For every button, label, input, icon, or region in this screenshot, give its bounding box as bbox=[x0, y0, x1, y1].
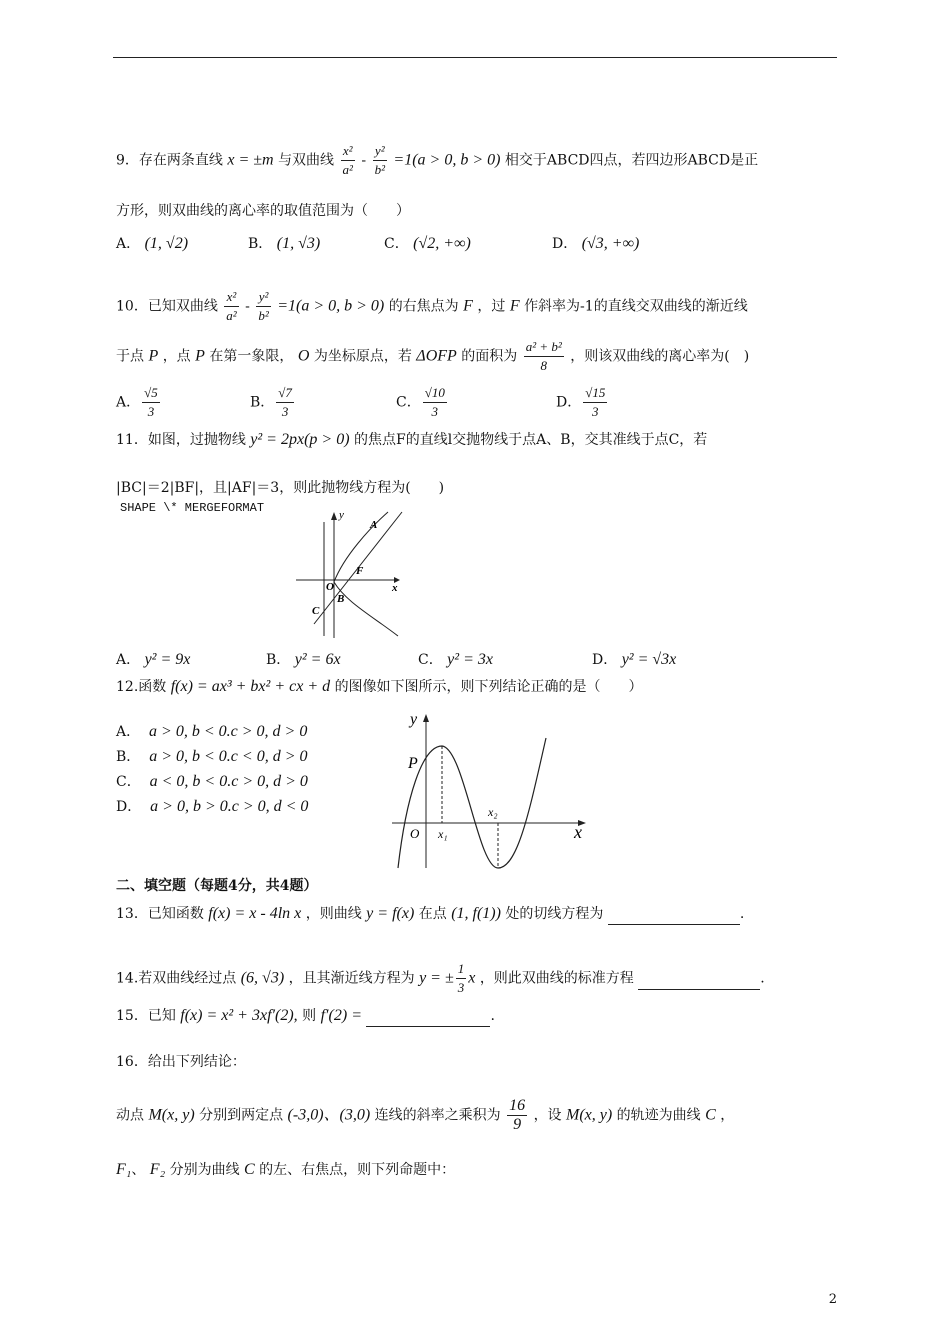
q10-text-e: 于点 bbox=[116, 348, 144, 365]
q14-asym-prefix: y = ± bbox=[419, 969, 454, 987]
q14-answer-blank[interactable] bbox=[638, 969, 760, 990]
q10-minus: - bbox=[245, 298, 250, 315]
page-number: 2 bbox=[828, 1292, 837, 1307]
q10-text-j: ，则该双曲线的离心率为( ) bbox=[570, 348, 750, 365]
q12-fig-y-label: y bbox=[410, 711, 418, 728]
q13-text-c: 在点 bbox=[418, 906, 447, 922]
q9-frac-x: $\frac{\text{x²}}{\text{a²}}$ bbox=[342, 143, 353, 177]
q11-parabola-eq: y² = 2px(p > 0) bbox=[250, 431, 350, 448]
q16-text-h: 的左、右焦点，则下列命题中： bbox=[259, 1162, 456, 1178]
q16-point-m: M(x, y) bbox=[148, 1106, 195, 1124]
q16-line1: 16．给出下列结论： bbox=[116, 1054, 246, 1070]
q11-option-a: A． y² = 9x bbox=[116, 651, 191, 668]
q15-text-a: 15．已知 bbox=[116, 1008, 176, 1024]
q16-point-m2: M(x, y) bbox=[566, 1106, 613, 1124]
q14-text-b: ，且其渐近线方程为 bbox=[288, 970, 415, 987]
q10-text-d: 作斜率为-1的直线交双曲线的渐近线 bbox=[524, 298, 748, 315]
q12-fig-o-label: O bbox=[410, 826, 420, 841]
q10-text-i: 的面积为 bbox=[461, 348, 518, 365]
q16-curve-c: C bbox=[705, 1106, 716, 1124]
q10-frac-y: $\frac{\text{y²}}{\text{b²}}$ bbox=[258, 289, 269, 323]
q11-fig-x-label: x bbox=[392, 582, 398, 594]
q16-slope-frac: $\frac{16}{9}$ bbox=[509, 1097, 526, 1133]
q13-text-d: 处的切线方程为 bbox=[505, 906, 604, 922]
q14-point: (6, √3) bbox=[240, 969, 285, 987]
q11-fig-o-label: O bbox=[326, 581, 334, 593]
q15-function-eq: f(x) = x² + 3xf′(2), bbox=[180, 1007, 298, 1024]
q11-line2: |BC|＝2|BF|，且|AF|＝3，则此抛物线方程为( ) bbox=[116, 480, 445, 496]
q13-line bbox=[116, 904, 744, 925]
q11-fig-f-label: F bbox=[356, 565, 364, 577]
q10-text-b: 的右焦点为 bbox=[388, 298, 459, 315]
q12-figure bbox=[388, 708, 598, 870]
q13-answer-blank[interactable] bbox=[608, 904, 740, 925]
q14-line bbox=[116, 960, 765, 997]
q16-text-a: 动点 bbox=[116, 1107, 144, 1124]
q9-text-b: 与双曲线 bbox=[278, 152, 335, 169]
q16-curve-c2: C bbox=[244, 1161, 255, 1178]
q11-text-b: 的焦点F的直线l交抛物线于点A、B，交其准线于点C，若 bbox=[353, 432, 708, 448]
q11-line1 bbox=[116, 430, 707, 450]
q12-option-a: A． a > 0, b < 0.c > 0, d > 0 bbox=[116, 723, 308, 740]
q15-text-b: 则 bbox=[302, 1008, 317, 1024]
q13-point: (1, f(1)) bbox=[451, 905, 501, 922]
q11-fig-a-label: A bbox=[370, 519, 378, 531]
q16-line2 bbox=[116, 1097, 734, 1134]
q9-text-c: 相交于ABCD四点，若四边形ABCD是正 bbox=[504, 152, 759, 169]
q10-point-p: P bbox=[148, 347, 159, 365]
q16-focus-f1: F₁ bbox=[116, 1161, 132, 1178]
q14-text-c: ，则此双曲线的标准方程 bbox=[479, 970, 634, 987]
q12-fig-x-label: x bbox=[574, 822, 582, 842]
q9-option-b: B． (1, √3) bbox=[248, 235, 321, 252]
q10-text-g: 在第一象限， bbox=[209, 348, 294, 365]
q11-text-a: 11．如图，过抛物线 bbox=[116, 432, 246, 448]
q12-option-c: C． a < 0, b < 0.c > 0, d > 0 bbox=[116, 773, 308, 790]
q16-line3 bbox=[116, 1160, 455, 1180]
q16-fixed-points: (-3,0)、(3,0) bbox=[287, 1106, 371, 1124]
q10-option-d: D． $\frac{√15}{3}$ bbox=[556, 385, 606, 419]
q11-shape-field: SHAPE \* MERGEFORMAT bbox=[120, 501, 265, 515]
q9-option-d: D． (√3, +∞) bbox=[552, 235, 640, 252]
q11-fig-y-label: y bbox=[339, 509, 344, 521]
q10-text-h: 为坐标原点，若 bbox=[313, 348, 412, 365]
q9-minus: - bbox=[361, 152, 367, 169]
q16-text-c: 连线的斜率之乘积为 bbox=[374, 1107, 501, 1124]
q9-option-a: A． (1, √2) bbox=[116, 235, 189, 252]
q16-text-g: 分别为曲线 bbox=[169, 1162, 240, 1178]
q16-text-b: 分别到两定点 bbox=[199, 1107, 284, 1124]
q9-line1 bbox=[116, 142, 758, 179]
q10-frac-x: $\frac{\text{x²}}{\text{a²}}$ bbox=[226, 289, 237, 323]
q12-option-b: B． a > 0, b < 0.c < 0, d > 0 bbox=[116, 748, 308, 765]
q10-text-c: ，过 bbox=[477, 298, 506, 315]
q12-text-b: 的图像如下图所示，则下列结论正确的是（ ） bbox=[334, 679, 643, 695]
q15-line bbox=[116, 1006, 495, 1027]
q12-fig-p-label: P bbox=[408, 755, 418, 772]
header-rule bbox=[113, 57, 837, 58]
q12-text-a: 12.函数 bbox=[116, 679, 167, 695]
q15-answer-blank[interactable] bbox=[366, 1006, 490, 1027]
section-title: 二、填空题（每题4分，共4题） bbox=[116, 878, 318, 894]
q16-focus-f2: F₂ bbox=[149, 1161, 166, 1178]
q16-text-e: 的轨迹为曲线 bbox=[616, 1107, 701, 1124]
q13-curve-eq: y = f(x) bbox=[366, 905, 415, 922]
q10-line1 bbox=[116, 288, 748, 325]
q11-option-b: B． y² = 6x bbox=[266, 651, 341, 668]
q10-text-a: 10．已知双曲线 bbox=[116, 298, 218, 315]
q9-option-c: C． (√2, +∞) bbox=[384, 235, 471, 252]
q14-asym-x: x bbox=[468, 969, 476, 987]
q10-text-f: ，点 bbox=[162, 348, 191, 365]
q15-derivative-eq: f′(2) = bbox=[320, 1007, 362, 1024]
q16-text-d: ，设 bbox=[533, 1107, 562, 1124]
q13-function-eq: f(x) = x - 4ln x bbox=[208, 905, 302, 922]
q12-fig-x2-label: x₂ bbox=[488, 805, 498, 819]
q13-text-b: ，则曲线 bbox=[305, 906, 362, 922]
q10-origin: O bbox=[297, 347, 310, 365]
q11-figure bbox=[290, 506, 410, 642]
q10-focus-f: F bbox=[463, 297, 473, 315]
q12-fig-x1-label: x₁ bbox=[438, 827, 448, 841]
q12-option-d: D． a > 0, b > 0.c > 0, d < 0 bbox=[116, 798, 309, 815]
q10-option-a: A． $\frac{√5}{3}$ bbox=[116, 385, 158, 419]
q14-text-a: 14.若双曲线经过点 bbox=[116, 970, 237, 987]
q10-focus-f2: F bbox=[509, 297, 520, 315]
q12-function-eq: f(x) = ax³ + bx² + cx + d bbox=[170, 678, 331, 695]
q10-option-c: C． $\frac{√10}{3}$ bbox=[396, 385, 445, 419]
q10-line2 bbox=[116, 338, 749, 375]
q10-point-p2: P bbox=[195, 347, 205, 365]
q9-frac-y: $\frac{\text{y²}}{\text{b²}}$ bbox=[374, 143, 385, 177]
q10-triangle: ΔOFP bbox=[416, 347, 457, 365]
q13-end: . bbox=[739, 906, 745, 922]
q10-area-frac: $\frac{\text{a² + b²}}{8}$ bbox=[525, 339, 562, 373]
q10-option-b: B． $\frac{√7}{3}$ bbox=[250, 385, 292, 419]
q9-line2: 方形，则双曲线的离心率的取值范围为（ ） bbox=[116, 203, 410, 219]
q9-lines-eq: x = ±m bbox=[227, 151, 274, 169]
q10-cond: =1(a > 0, b > 0) bbox=[277, 297, 385, 315]
q13-text-a: 13．已知函数 bbox=[116, 906, 204, 922]
q14-end: . bbox=[760, 970, 765, 987]
q11-option-d: D． y² = √3x bbox=[592, 651, 677, 668]
q12-line1 bbox=[116, 677, 643, 697]
q14-asym-frac: $\frac{1}{3}$ bbox=[457, 961, 465, 995]
q9-text-a: 9．存在两条直线 bbox=[116, 152, 223, 169]
q15-end: . bbox=[490, 1008, 495, 1024]
q11-option-c: C． y² = 3x bbox=[418, 651, 493, 668]
q11-fig-c-label: C bbox=[312, 605, 320, 617]
q16-sep: 、 bbox=[131, 1162, 146, 1178]
q16-text-f: ， bbox=[720, 1107, 735, 1124]
q11-fig-b-label: B bbox=[337, 593, 345, 605]
q9-cond: =1(a > 0, b > 0) bbox=[393, 151, 501, 169]
